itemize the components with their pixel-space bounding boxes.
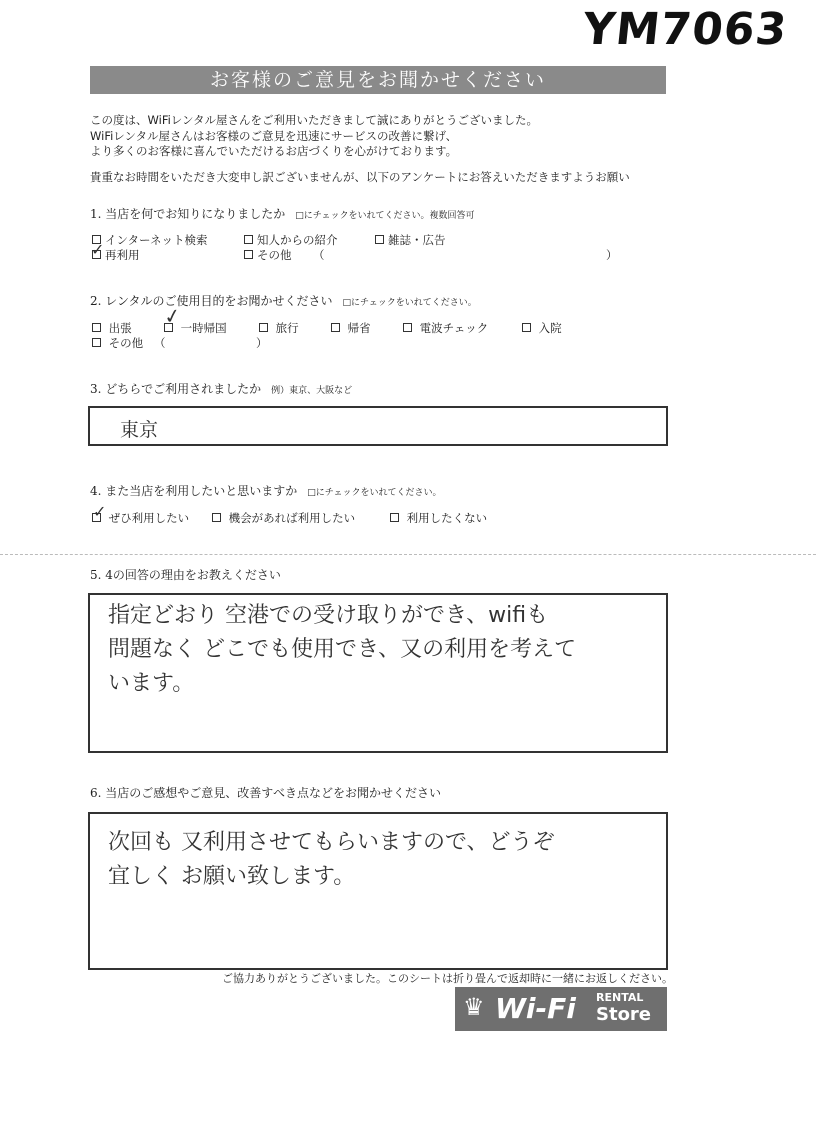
checkbox-icon (522, 323, 531, 332)
checkbox-icon (244, 235, 253, 244)
question-1-label: 1. 当店を何でお知りになりましたか □にチェックをいれてください。複数回答可 (90, 207, 475, 221)
reference-id: YM7063 (580, 4, 790, 55)
q1-option-reuse[interactable]: 再利用 (92, 247, 140, 263)
checkbox-icon (212, 513, 221, 522)
logo-store-text: Store (596, 1004, 652, 1025)
checkbox-icon (244, 250, 253, 259)
q3-answer-box[interactable] (88, 406, 668, 446)
q2-option-travel[interactable]: 旅行 (259, 320, 299, 336)
checkbox-icon (375, 235, 384, 244)
question-5-label: 5. 4の回答の理由をお教えください (90, 568, 281, 582)
q1-option-referral[interactable]: 知人からの紹介 (244, 232, 338, 248)
logo-rental-text: RENTAL (596, 991, 644, 1004)
question-4-note: □にチェックをいれてください。 (307, 488, 442, 498)
fold-line (0, 554, 816, 555)
q2-option-hospital[interactable]: 入院 (522, 320, 562, 336)
intro-line-1: この度は、WiFiレンタル屋さんをご利用いただきまして誠にありがとうございました。 (90, 113, 539, 127)
checkbox-icon (403, 323, 412, 332)
checkbox-icon (331, 323, 340, 332)
footer-note: ご協力ありがとうございました。このシートは折り畳んで返却時に一緒にお返しください。 (222, 972, 673, 985)
q5-answer-text: 指定どおり 空港での受け取りができ、wifiも 問題なく どこでも使用でき、又の利用を考えて います。 (108, 603, 577, 696)
q1-other-close-paren: ） (606, 248, 618, 262)
checkbox-icon (92, 323, 101, 332)
intro-line-4: 貴重なお時間をいただき大変申し訳ございませんが、以下のアンケートにお答えいただきますようお願い (90, 170, 630, 184)
q2-option-signal-check[interactable]: 電波チェック (403, 320, 488, 336)
question-6-label: 6. 当店のご感想やご意見、改善すべき点などをお聞かせください (90, 786, 442, 800)
q2-other-close-paren: ） (256, 336, 268, 350)
q6-answer-text: 次回も 又利用させてもらいますので、どうぞ 宜しく お願い致します。 (108, 830, 555, 889)
question-4-label: 4. また当店を利用したいと思いますか □にチェックをいれてください。 (90, 484, 442, 498)
q3-answer-text: 東京 (120, 419, 159, 441)
checkbox-icon (92, 338, 101, 347)
q4-option-no[interactable]: 利用したくない (390, 510, 487, 526)
q1-other-open-paren: （ (313, 248, 325, 262)
q4-option-definitely[interactable]: ぜひ利用したい (92, 510, 189, 526)
checkbox-icon (259, 323, 268, 332)
q2-other-open-paren: （ (154, 336, 166, 350)
question-2-label: 2. レンタルのご使用目的をお聞かせください □にチェックをいれてください。 (90, 294, 477, 308)
question-3-label: 3. どちらでご利用されましたか 例）東京、大阪など (90, 382, 353, 396)
q2-option-homecoming[interactable]: 帰省 (331, 320, 371, 336)
question-2-note: □にチェックをいれてください。 (342, 298, 477, 308)
brand-logo (455, 987, 667, 1031)
q4-option-if-chance[interactable]: 機会があれば利用したい (212, 510, 355, 526)
page-title: お客様のご意見をお聞かせください (90, 66, 666, 94)
q6-answer-box[interactable] (88, 812, 668, 970)
q5-answer-box[interactable] (88, 593, 668, 753)
checkbox-icon (390, 513, 399, 522)
question-3-note: 例）東京、大阪など (271, 386, 353, 396)
q2-option-business[interactable]: 出張 (92, 320, 132, 336)
q1-option-magazine[interactable]: 雑誌・広告 (375, 232, 446, 248)
q1-reuse-checkmark-icon: ✓ (91, 240, 105, 259)
q1-option-other[interactable]: その他 (244, 247, 292, 263)
q2-option-other[interactable]: その他 (92, 335, 143, 351)
crown-icon: ♛ (463, 993, 485, 1021)
intro-line-2: WiFiレンタル屋さんはお客様のご意見を迅速にサービスの改善に繋げ、 (90, 129, 458, 143)
q4-definitely-checkmark-icon: ✓ (93, 502, 107, 521)
q2-temporary-return-checkmark-icon: ✓ (162, 302, 183, 330)
q2-option-temporary-return[interactable]: 一時帰国 (164, 320, 227, 336)
intro-line-3: より多くのお客様に喜んでいただけるお店づくりを心がけております。 (90, 144, 458, 158)
question-1-note: □にチェックをいれてください。複数回答可 (295, 211, 475, 221)
q1-option-internet[interactable]: インターネット検索 (92, 232, 207, 248)
logo-wifi-text: Wi-Fi (495, 992, 576, 1025)
